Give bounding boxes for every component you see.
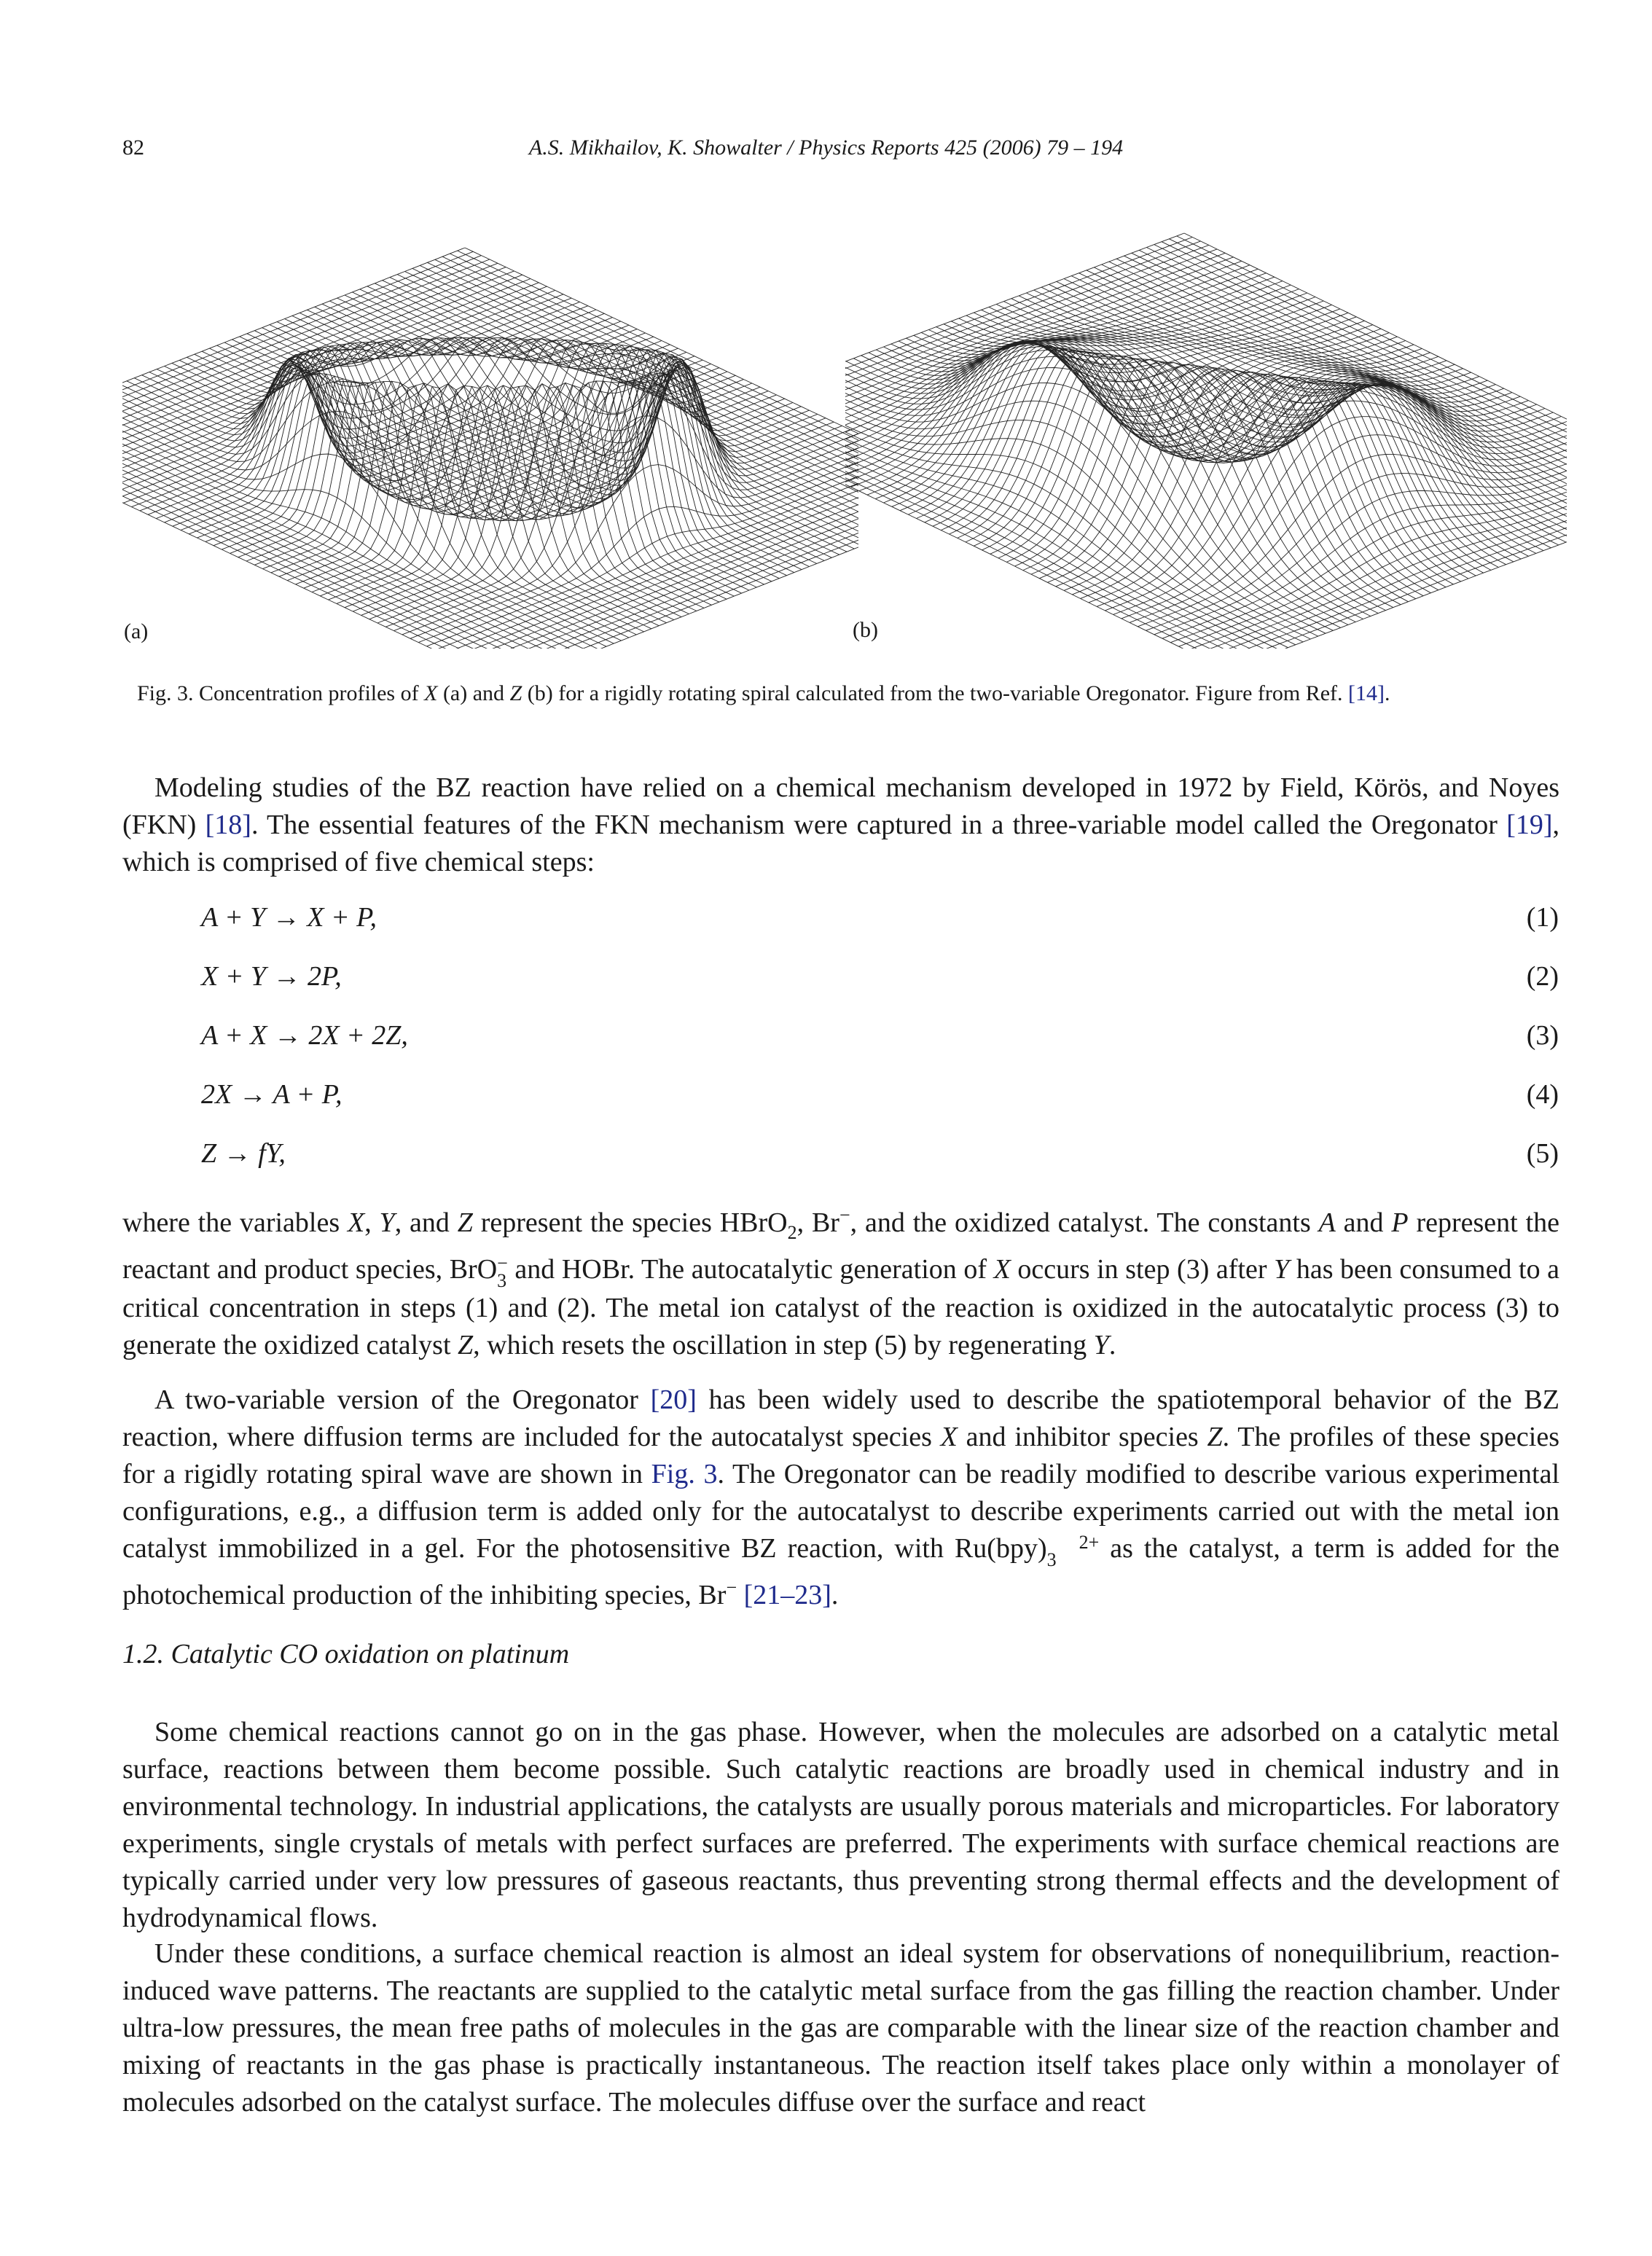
equation-2: X + Y → 2P,: [201, 961, 342, 992]
wireframe-line: [443, 465, 858, 649]
wireframe-line: [1019, 296, 1543, 551]
wireframe-line: [1048, 366, 1529, 582]
wireframe-line: [1228, 488, 1567, 649]
wireframe-line: [352, 292, 858, 540]
equation-number-5: (5): [1526, 1138, 1559, 1169]
wireframe-line: [375, 283, 858, 531]
fig-3-link[interactable]: Fig. 3: [651, 1459, 718, 1489]
running-head: A.S. Mikhailov, K. Showalter / Physics Reports 425 (2006) 79 – 194: [528, 136, 1124, 160]
wireframe-line: [410, 449, 858, 638]
ref-link-14[interactable]: [14]: [1348, 681, 1385, 705]
figure-caption: Fig. 3. Concentration profiles of X (a) and Z (b) for a rigidly rotating spiral calculated from the two-variable Oregonator. Figure from Ref. [14].: [137, 681, 1390, 705]
wireframe-line: [925, 341, 1406, 522]
paragraph-variables: where the variables X, Y, and Z represent the species HBrO$_2$, Br−, and the oxidized catalyst. The constants A and P represent the reactant and product species, BrO− 3 and HOBr. The autocatalytic generation of X occurs in step (3) after Y has been consumed to a critical concentration in steps (1) and (2). The metal ion catalyst of the reaction is oxidized in the autocatalytic process (3) to generate the oxidized catalyst Z, which resets the oscillation in step (5) by regenerating Y.: [122, 1205, 1560, 1360]
wireframe-line: [1130, 435, 1567, 623]
section-heading: 1.2. Catalytic CO oxidation on platinum: [122, 1639, 570, 1669]
wireframe-line: [1057, 281, 1567, 536]
figure-panel-a: [122, 197, 858, 649]
equation-number-1: (1): [1526, 902, 1559, 933]
wireframe-line: [322, 304, 847, 552]
equation-5: Z → fY,: [201, 1138, 286, 1169]
ref-link-21-23[interactable]: [21–23]: [743, 1580, 831, 1610]
equation-4: 2X → A + P,: [201, 1079, 342, 1110]
wireframe-line: [353, 363, 834, 612]
wireframe-line: [122, 399, 606, 646]
equation-1: A + Y → X + P,: [201, 902, 377, 933]
wireframe-line: [846, 344, 1371, 616]
wireframe-line: [845, 289, 1299, 471]
wireframe-line: [465, 248, 858, 496]
wireframe-line: [966, 316, 1491, 570]
wireframe-line: [1146, 448, 1567, 630]
wireframe-line: [845, 281, 1283, 463]
page-number: 82: [122, 136, 144, 160]
equation-3: A + X → 2X + 2Z,: [201, 1020, 408, 1051]
wireframe-line: [867, 313, 1348, 495]
paragraph-two-variable: A two-variable version of the Oregonator [20] has been widely used to describe the spatiotemporal behavior of the BZ reaction, where diffusion terms are included for the autocatalyst species X and inhibitor species Z. The profiles of these species for a rigidly rotating spiral wave are shown in Fig. 3. The Oregonator can be readily modified to describe various experimental configurations, e.g., a diffusion term is added only for the autocatalyst to describe experiments carried out with the metal ion catalyst immobilized in a gel. For the photosensitive BZ reaction, with Ru(bpy) 2+ 3 as the catalyst, a term is added for the photochemical production of the inhibiting species, Br− [21–23].: [122, 1384, 1560, 1610]
wireframe-line: [845, 345, 1363, 619]
equation-number-3: (3): [1526, 1020, 1559, 1051]
equation-number-2: (2): [1526, 961, 1559, 992]
paragraph-conditions: Under these conditions, a surface chemical reaction is almost an ideal system for observations of nonequilibrium, reaction-induced wave patterns. The reactants are supplied to the catalytic metal surface from the gas filling the reaction chamber. Under ultra-low pressures, the mean free paths of molecules in the gas are comparable with the linear size of the reaction chamber and mixing of reactants in the gas phase is practically instantaneous. The reaction itself takes place only within a monolayer of molecules adsorbed on the catalyst surface. The molecules diffuse over the surface and react: [122, 1938, 1559, 2118]
wireframe-line: [884, 321, 1365, 503]
wireframe-line: [122, 426, 539, 649]
wireframe-line: [122, 407, 584, 649]
ref-link-18[interactable]: [18]: [205, 810, 251, 840]
wireframe-line: [122, 251, 473, 441]
wireframe-line: [1179, 464, 1567, 646]
wireframe-line: [845, 378, 1326, 633]
wireframe-line: [122, 434, 516, 649]
wireframe-line: [122, 420, 554, 649]
figure-panel-b: [845, 197, 1567, 649]
ref-link-19[interactable]: [19]: [1506, 810, 1553, 840]
wireframe-line: [329, 301, 854, 549]
ref-link-20[interactable]: [20]: [650, 1384, 697, 1415]
paragraph-intro: Modeling studies of the BZ reaction have relied on a chemical mechanism developed in 1972 by Field, Körös, and Noyes (FKN) [18]. The essential features of the FKN mechanism were captured in a three-variable model called the Oregonator [19], which is comprised of five chemical steps:: [122, 772, 1560, 877]
panel-label-a: (a): [124, 619, 149, 643]
wireframe-line: [845, 269, 1258, 451]
wireframe-line: [845, 393, 1288, 648]
wireframe-line: [122, 431, 524, 649]
wireframe-line: [845, 238, 1192, 420]
wireframe-line: [435, 461, 858, 649]
equation-number-4: (4): [1526, 1079, 1559, 1110]
panel-label-b: (b): [853, 618, 878, 642]
paragraph-catalytic: Some chemical reactions cannot go on in the gas phase. However, when the molecules are adsorbed on a catalytic metal surface, reactions between them become possible. Such catalytic reactions are broadly used in chemical industry and in environmental technology. In industrial applications, the catalysts are usually porous materials and microparticles. For laboratory experiments, single crystals of metals with perfect surfaces are preferred. The experiments with surface chemical reactions are typically carried under very low pressures of gaseous reactants, thus preventing strong thermal effects and the development of hydrodynamical flows.: [122, 1717, 1559, 1933]
